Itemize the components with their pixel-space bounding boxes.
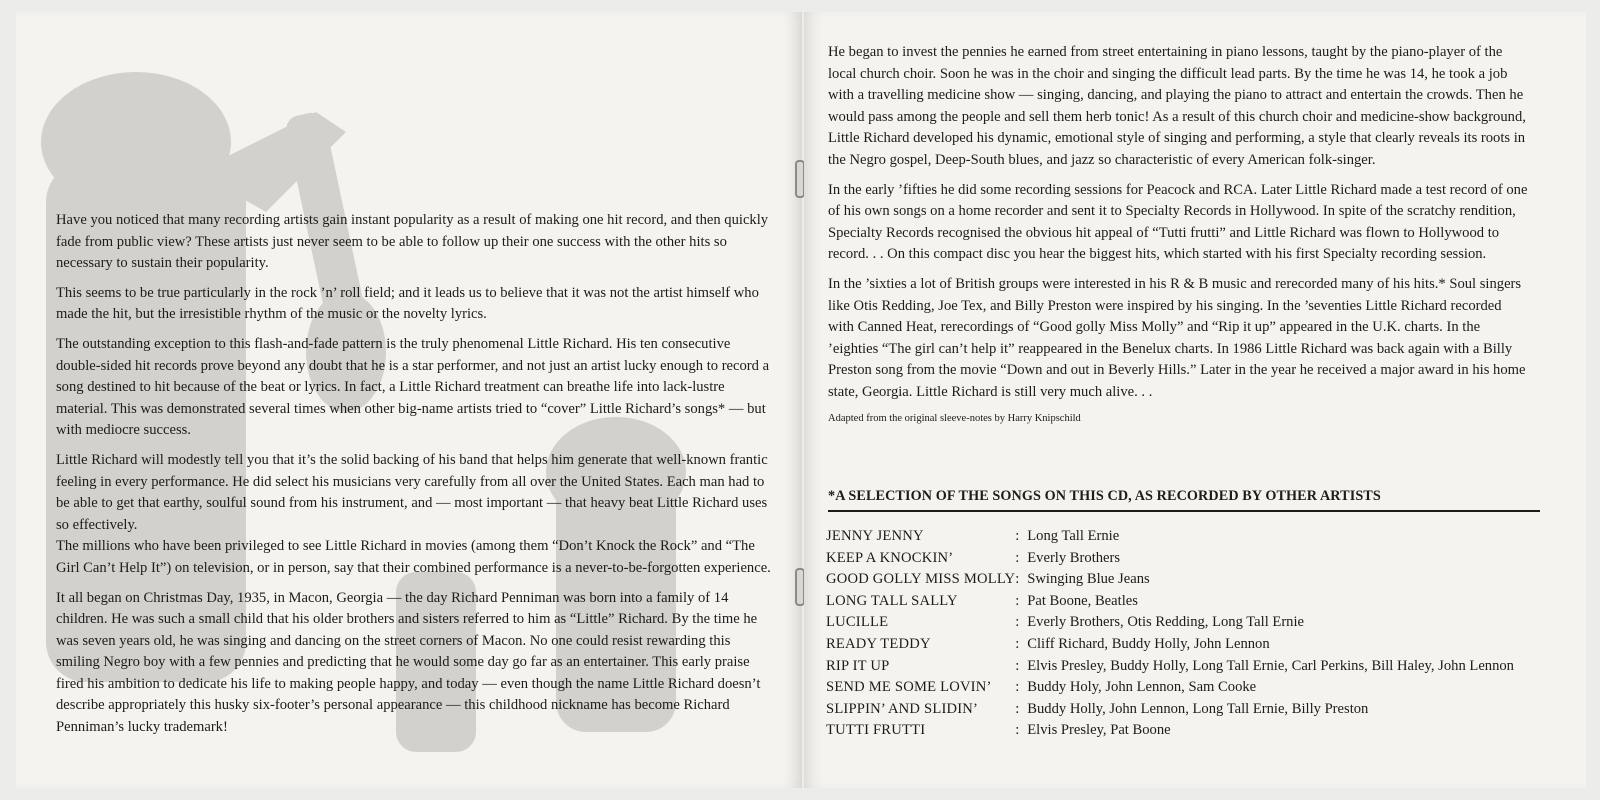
- song-title: KEEP A KNOCKIN’: [826, 549, 954, 566]
- separator: :: [1015, 722, 1020, 739]
- song-title: JENNY JENNY: [826, 528, 924, 544]
- cover-artists: Elvis Presley, Buddy Holly, Long Tall Ernie, Carl Perkins, Bill Haley, John Lennon: [1027, 657, 1514, 674]
- left-paragraph-2: This seems to be true particularly in the rock ’n’ roll field; and it leads us to believe that it was not the artist himself who made the hit, but the irresistible rhythm of the music or the novelty lyrics.: [56, 284, 759, 323]
- table-row: [826, 593, 1546, 615]
- right-page: [804, 12, 1586, 788]
- separator: :: [1015, 592, 1020, 609]
- right-paragraph-3: In the ’sixties a lot of British groups were interested in his R & B music and rerecorded many of his hits.* Soul singers like Otis Redding, Joe Tex, and Billy Preston were inspired by his singing. In the ’seventies Little Richard recorded with Canned Heat, rerecordings of “Good golly Miss Molly” and “Rip it up” appeared in the U.K. charts. In the ’eighties “The girl can’t help it” reappeared in the Benelux charts. In 1986 Little Richard was back again with a Billy Preston song from the movie “Down and out in Beverly Hills.” Later in the year he received a major award in his home state, Georgia. Little Richard is still very much alive. . .: [828, 275, 1526, 400]
- song-title: SLIPPIN’ AND SLIDIN’: [826, 700, 979, 717]
- right-paragraph-2: In the early ’fifties he did some recording sessions for Peacock and RCA. Later Little Richard made a test record of one of his own songs on a home recorder and sent it to Specialty Records in Hollywood. In spite of the scratchy rendition, Specialty Records recognised the obvious hit appeal of “Tutti frutti” and Little Richard was flown to Hollywood to record. . . On this compact disc you hear the biggest hits, which started with his first Specialty recording session.: [828, 181, 1528, 263]
- cover-artists: Cliff Richard, Buddy Holly, John Lennon: [1027, 635, 1270, 652]
- song-title: LONG TALL SALLY: [826, 592, 958, 609]
- right-text-column: [828, 42, 1528, 426]
- left-text-column: [56, 210, 774, 747]
- song-title: SEND ME SOME LOVIN’: [826, 679, 992, 696]
- cover-artists: Swinging Blue Jeans: [1027, 571, 1150, 588]
- sleeve-notes-credit: Adapted from the original sleeve-notes by Harry Knipschild: [828, 412, 1081, 424]
- cover-artists: Buddy Holly, John Lennon, Long Tall Ernie, Billy Preston: [1027, 700, 1369, 717]
- table-row: [826, 658, 1546, 680]
- song-title: GOOD GOLLY MISS MOLLY: [826, 571, 1016, 588]
- cover-artists: Elvis Presley, Pat Boone: [1027, 722, 1171, 739]
- separator: :: [1015, 657, 1020, 674]
- cover-artists: Everly Brothers: [1027, 549, 1121, 566]
- table-row: [826, 679, 1546, 701]
- song-title: READY TEDDY: [826, 635, 931, 652]
- table-row: [826, 614, 1546, 636]
- song-title: RIP IT UP: [826, 657, 890, 674]
- left-paragraph-1: Have you noticed that many recording artists gain instant popularity as a result of making one hit record, and then quickly fade from public view? These artists just never seem to be able to follow up their one success with the other hits so necessary to sustain their popularity.: [56, 212, 769, 272]
- table-row: [826, 528, 1546, 550]
- song-title: LUCILLE: [826, 614, 889, 631]
- table-row: [826, 701, 1546, 723]
- table-row: [826, 636, 1546, 658]
- cover-artists: Long Tall Ernie: [1027, 528, 1120, 544]
- left-paragraph-3: The outstanding exception to this flash-and-fade pattern is the truly phenomenal Little Richard. His ten consecutive double-sided hit records prove beyond any doubt that he is a star performer, and not just an artist lucky enough to record a song destined to hit because of the beat or lyrics. In fact, a Little Richard treatment can breathe life into lack-lustre material. This was demonstrated several times when other big-name artists tried to “cover” Little Richard’s songs* — but with mediocre success.: [56, 335, 770, 439]
- selection-heading: *A SELECTION OF THE SONGS ON THIS CD, AS RECORDED BY OTHER ARTISTS: [828, 488, 1540, 512]
- cover-artists: Buddy Holy, John Lennon, Sam Cooke: [1027, 679, 1257, 696]
- left-page: [16, 12, 802, 788]
- separator: :: [1015, 571, 1020, 588]
- right-paragraph-1: He began to invest the pennies he earned from street entertaining in piano lessons, taught by the piano-player of the local church choir. Soon he was in the choir and singing the difficult lead parts. By the time he was 14, he took a job with a travelling medicine show — singing, dancing, and playing the piano to attract and entertain the crowds. Then he would pass among the people and sell them herb tonic! As a result of this church choir and medicine-show background, Little Richard developed his dynamic, emotional style of singing and performing, a style that clearly reveals its roots in the Negro gospel, Deep-South blues, and jazz so characteristic of every American folk-singer.: [828, 44, 1526, 168]
- separator: :: [1015, 528, 1020, 544]
- cover-artists: Everly Brothers, Otis Redding, Long Tall Ernie: [1027, 614, 1305, 631]
- left-paragraph-6: It all began on Christmas Day, 1935, in Macon, Georgia — the day Richard Penniman was born into a family of 14 children. He was such a small child that his older brothers and sisters referred to him as “Little” Richard. By the time he was seven years old, he was singing and dancing on the street corners of Macon. No one could resist rewarding this smiling Negro boy with a few pennies and predicting that he would some day go far as an entertainer. This early praise fired his ambition to dedicate his life to making people happy, and today — even though the name Little Richard doesn’t describe appropriately this husky six-footer’s personal appearance — this childhood nickname has become Richard Penniman’s lucky trademark!: [56, 589, 761, 736]
- left-paragraph-4: Little Richard will modestly tell you that it’s the solid backing of his band that helps him generate that well-known frantic feeling in every performance. He did select his musicians very carefully from all over the United States. Each man had to be able to get that earthy, soulful sound from his instrument, and — most important — that heavy beat Little Richard uses so effectively.: [56, 451, 768, 533]
- song-title: TUTTI FRUTTI: [826, 722, 926, 739]
- cover-artists: Pat Boone, Beatles: [1027, 592, 1138, 609]
- table-row: [826, 722, 1546, 744]
- separator: :: [1015, 614, 1020, 631]
- separator: :: [1015, 549, 1020, 566]
- separator: :: [1015, 635, 1020, 652]
- left-paragraph-5: The millions who have been privileged to see Little Richard in movies (among them “Don’t Knock the Rock” and “The Girl Can’t Help It”) on television, or in person, say that their combined performance is a never-to-be-forgotten experience.: [56, 538, 771, 576]
- separator: :: [1015, 679, 1020, 696]
- separator: :: [1015, 700, 1020, 717]
- cover-versions-table: [826, 528, 1546, 744]
- table-row: [826, 571, 1546, 593]
- table-row: [826, 550, 1546, 572]
